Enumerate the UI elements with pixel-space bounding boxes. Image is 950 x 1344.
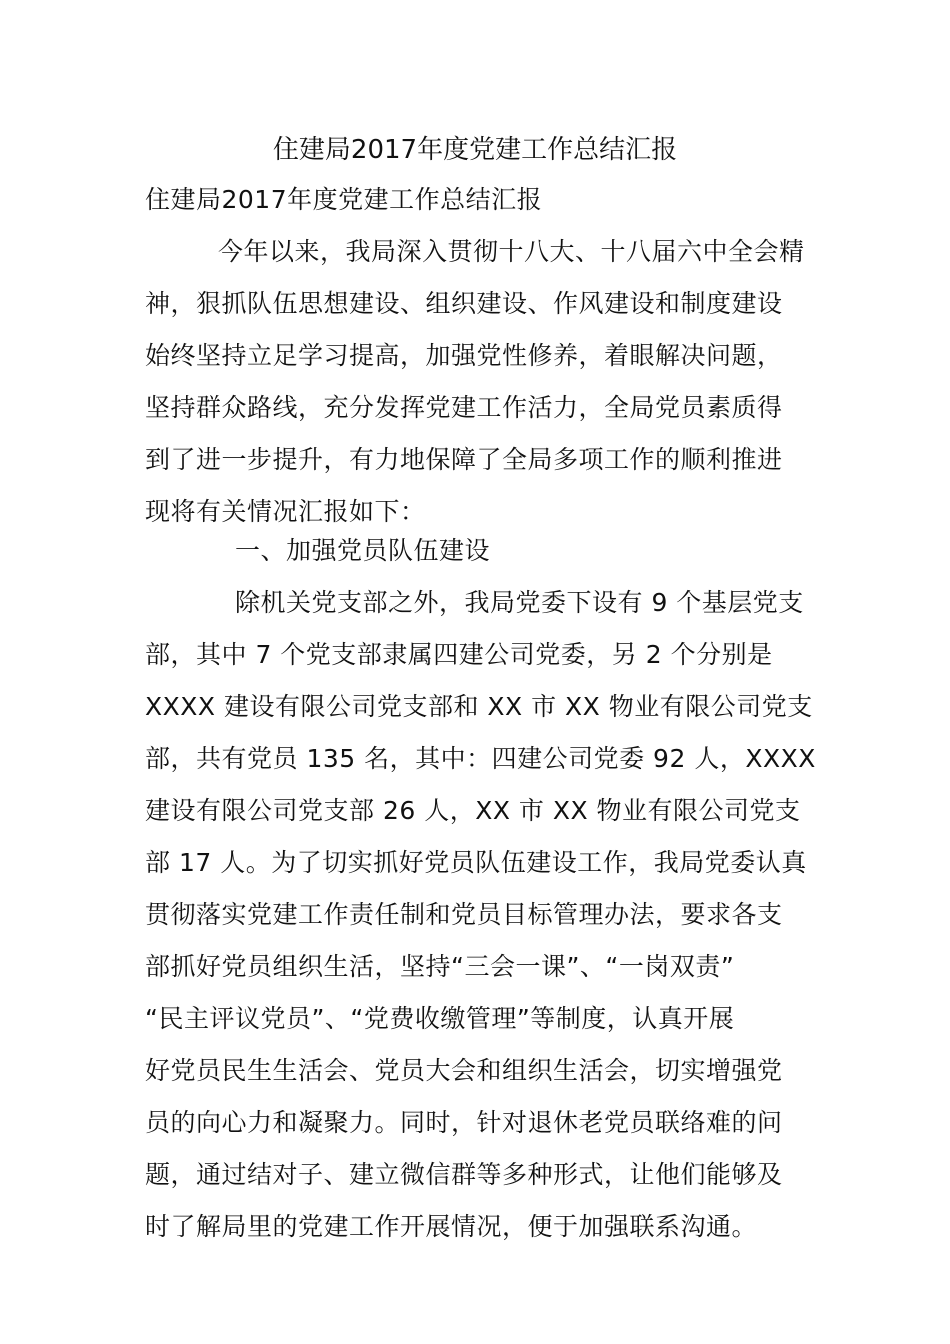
- paragraph-line: 题，通过结对子、建立微信群等多种形式，让他们能够及: [145, 1160, 783, 1189]
- paragraph-line: 神，狠抓队伍思想建设、组织建设、作风建设和制度建设: [145, 289, 783, 318]
- paragraph-line: 始终坚持立足学习提高，加强党性修养，着眼解决问题，: [145, 341, 783, 370]
- paragraph-line: “民主评议党员”、“党费收缴管理”等制度，认真开展: [145, 1004, 735, 1033]
- paragraph-line: 时了解局里的党建工作开展情况，便于加强联系沟通。: [145, 1212, 758, 1241]
- document-title: 住建局2017年度党建工作总结汇报: [272, 135, 678, 165]
- paragraph-line: 部抓好党员组织生活，坚持“三会一课”、“一岗双责”: [145, 952, 735, 981]
- document-subtitle: 住建局2017年度党建工作总结汇报: [145, 185, 543, 214]
- paragraph-line: 部，其中 7 个党支部隶属四建公司党委，另 2 个分别是: [145, 640, 773, 669]
- paragraph-line: 除机关党支部之外，我局党委下设有 9 个基层党支: [235, 588, 804, 617]
- paragraph-line: 贯彻落实党建工作责任制和党员目标管理办法，要求各支: [145, 900, 783, 929]
- paragraph-line: 建设有限公司党支部 26 人，XX 市 XX 物业有限公司党支: [145, 796, 801, 825]
- paragraph-line: 今年以来，我局深入贯彻十八大、十八届六中全会精: [218, 237, 805, 266]
- paragraph-line: 好党员民生生活会、党员大会和组织生活会，切实增强党: [145, 1056, 783, 1085]
- paragraph-line: XXXX 建设有限公司党支部和 XX 市 XX 物业有限公司党支: [145, 692, 813, 721]
- paragraph-line: 现将有关情况汇报如下：: [145, 497, 426, 526]
- paragraph-line: 坚持群众路线，充分发挥党建工作活力，全局党员素质得: [145, 393, 783, 422]
- paragraph-line: 到了进一步提升，有力地保障了全局多项工作的顺利推进: [145, 445, 783, 474]
- paragraph-line: 员的向心力和凝聚力。同时，针对退休老党员联络难的问: [145, 1108, 783, 1137]
- section-heading: 一、加强党员队伍建设: [235, 536, 491, 565]
- paragraph-line: 部，共有党员 135 名，其中：四建公司党委 92 人，XXXX: [145, 744, 816, 773]
- paragraph-line: 部 17 人。为了切实抓好党员队伍建设工作，我局党委认真: [145, 848, 807, 877]
